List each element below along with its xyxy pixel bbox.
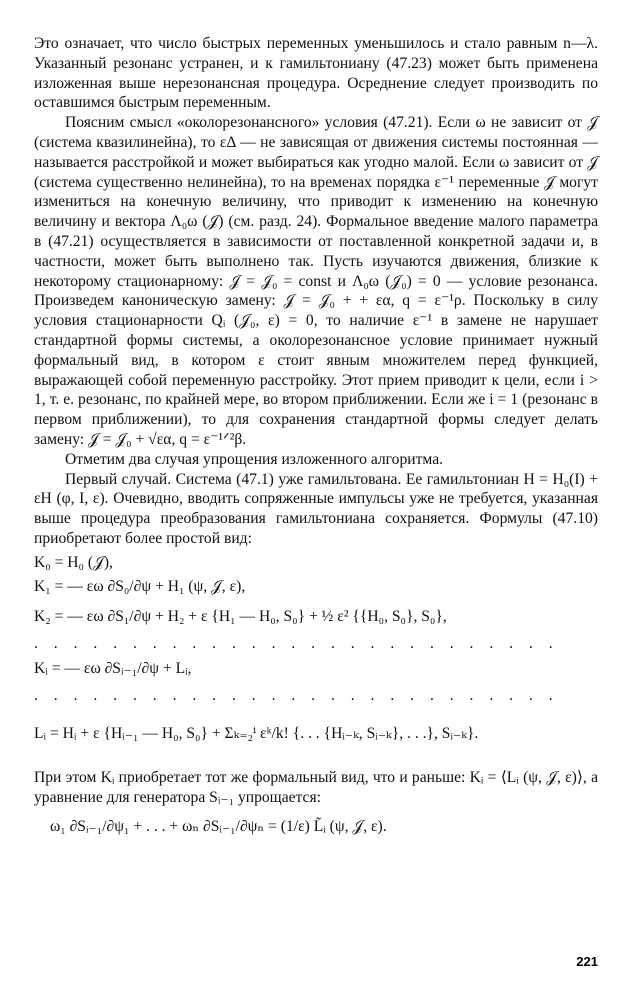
formula-dots-2: . . . . . . . . . . . . . . . . . . . . . . . . . . .: [34, 686, 559, 704]
paragraph-4: Первый случай. Система (47.1) уже гамильтована. Ее гамильтониан H = H₀(I) + εH (φ, I, ε). Очевидно, вводить сопряженные импульсы уже не требуется, указанная выше процедура преобразования гамильтониана сохраняется. Формулы (47.10) приобретают более простой вид:: [34, 470, 598, 547]
formula-k0: K₀ = H₀ (𝒥),: [34, 553, 113, 571]
paragraph-after-formulas: При этом Kᵢ приобретает тот же формальный вид, что и раньше: Kᵢ = ⟨Lᵢ (ψ, 𝒥, ε)⟩, а уравнение для генератора Sᵢ₋₁ упрощается:: [34, 768, 598, 806]
formula-dots: . . . . . . . . . . . . . . . . . . . . . . . . . . .: [34, 634, 559, 652]
paragraph-1: Это означает, что число быстрых переменных уменьшилось и стало равным n—λ. Указанный резонанс устранен, и к гамильтониану (47.23) может быть применена изложенная выше нерезонансная процедура. Осреднение следует производить по оставшимся быстрым переменным.: [34, 35, 598, 112]
paragraph-2: Поясним смысл «околорезонансного» условия (47.21). Если ω не зависит от 𝒥 (система квазилинейна), то εΔ — не зависящая от движения системы постоянная — называется расстройкой и может выбираться как угодно малой. Если ω зависит от 𝒥 (система существенно нелинейна), то на временах порядка ε⁻¹ переменные 𝒥 могут измениться на конечную величину, что приводит к изменению на конечную величину и вектора Λ₀ω (𝒥) (см. разд. 24). Формальное введение малого параметра в (47.21) осуществляется в зависимости от поставленной конкретной задачи и, в частности, может быть выполнено так. Пусть изучаются движения, близкие к некоторому стационарному: 𝒥 = 𝒥₀ = const и Λ₀ω (𝒥₀) = 0 — условие резонанса. Произведем каноническую замену: 𝒥 = 𝒥₀ + + εα, q = ε⁻¹ρ. Поскольку в силу условия стационарности Qᵢ (𝒥₀, ε) = 0, то наличие ε⁻¹ в замене не нарушает стандартной формы системы, а околорезонансное условие принимает нужный формальный вид, в котором ε стоит явным множителем перед функцией, выражающей собой переменную расстройку. Этот прием приводит к цели, если i > 1, т. е. резонанс, по крайней мере, во втором приближении. Если же i = 1 (резонанс в первом приближении), то для сохранения стандартной формы следует делать замену: 𝒥 = 𝒥₀ + √εα, q = ε⁻¹ᐟ²β.: [34, 114, 598, 448]
formula-li: Lᵢ = Hᵢ + ε {Hᵢ₋₁ — H₀, S₀} + Σₖ₌₂ⁱ εᵏ/k! {. . . {Hᵢ₋ₖ, Sᵢ₋ₖ}, . . .}, Sᵢ₋ₖ}.: [34, 724, 479, 742]
paragraph-3: Отметим два случая упрощения изложенного алгоритма.: [65, 450, 444, 468]
page-number: 221: [576, 954, 598, 969]
formula-k2: K₂ = — εω ∂S₁/∂ψ + H₂ + ε {H₁ — H₀, S₀} + ½ ε² {{H₀, S₀}, S₀},: [34, 607, 447, 625]
formula-k1: K₁ = — εω ∂S₀/∂ψ + H₁ (ψ, 𝒥, ε),: [34, 577, 246, 595]
formula-block: [34, 553, 598, 764]
formula-ki: Kᵢ = — εω ∂Sᵢ₋₁/∂ψ + Lᵢ,: [34, 659, 192, 677]
page-body: [34, 34, 598, 847]
formula-generator-equation: ω₁ ∂Sᵢ₋₁/∂ψ₁ + . . . + ωₙ ∂Sᵢ₋₁/∂ψₙ = (1/ε) L̃ᵢ (ψ, 𝒥, ε).: [50, 818, 387, 836]
